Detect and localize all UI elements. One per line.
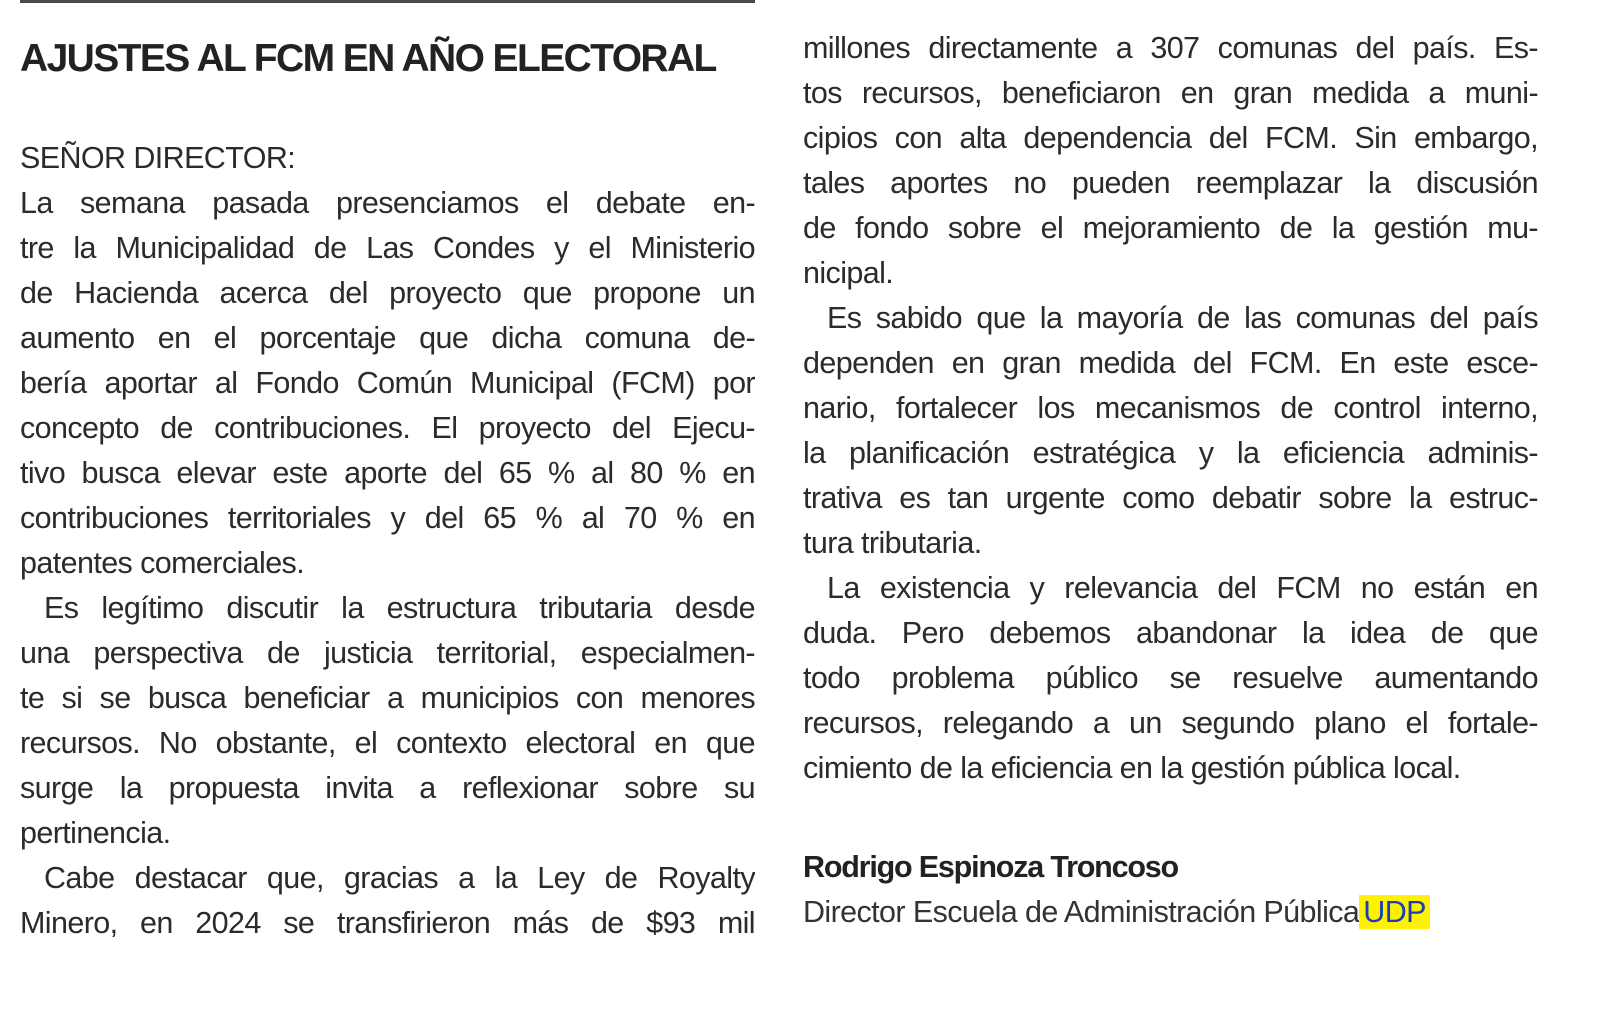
text-line: cimiento de la eficiencia en la gestión pública local. [803, 751, 1461, 785]
text-line: tos recursos, beneficiaron en gran medida a muni- [803, 76, 1538, 110]
text-line: tales aportes no pueden reemplazar la discusión [803, 166, 1538, 200]
salutation: SEÑOR DIRECTOR: [20, 141, 296, 175]
text-line: trativa es tan urgente como debatir sobre la estruc- [803, 481, 1538, 515]
text-line: de fondo sobre el mejoramiento de la gestión mu- [803, 211, 1538, 245]
text-line: de Hacienda acerca del proyecto que propone un [20, 276, 755, 310]
right-column [803, 26, 1538, 791]
text-line: La existencia y relevancia del FCM no están en [827, 571, 1538, 605]
text-line: todo problema público se resuelve aumentando [803, 661, 1538, 695]
left-column [20, 181, 755, 946]
text-line: pertinencia. [20, 816, 171, 850]
paragraph-4 [803, 296, 1538, 566]
signature-block [803, 845, 1563, 935]
highlighted-institution: UDP [1359, 895, 1430, 929]
paragraph-3 [20, 856, 755, 946]
text-line: Minero, en 2024 se transfirieron más de $93 mil [20, 906, 755, 940]
text-line: la planificación estratégica y la eficiencia adminis- [803, 436, 1538, 470]
text-line: contribuciones territoriales y del 65 % al 70 % en [20, 501, 755, 535]
text-line: nicipal. [803, 256, 894, 290]
paragraph-5 [803, 566, 1538, 791]
author-name: Rodrigo Espinoza Troncoso [803, 850, 1178, 884]
author-role [803, 890, 1563, 935]
text-line: duda. Pero debemos abandonar la idea de que [803, 616, 1538, 650]
text-line: bería aportar al Fondo Común Municipal (FCM) por [20, 366, 755, 400]
letter-title: AJUSTES AL FCM EN AÑO ELECTORAL [20, 37, 716, 80]
text-line: cipios con alta dependencia del FCM. Sin embargo, [803, 121, 1538, 155]
text-line: aumento en el porcentaje que dicha comuna de- [20, 321, 755, 355]
text-line: tura tributaria. [803, 526, 982, 560]
text-line: nario, fortalecer los mecanismos de control interno, [803, 391, 1538, 425]
text-line: La semana pasada presenciamos el debate en- [20, 186, 755, 220]
paragraph-1 [20, 181, 755, 586]
text-line: Es legítimo discutir la estructura tributaria desde [44, 591, 755, 625]
text-line: tivo busca elevar este aporte del 65 % al 80 % en [20, 456, 755, 490]
text-line: recursos. No obstante, el contexto electoral en que [20, 726, 755, 760]
text-line: tre la Municipalidad de Las Condes y el Ministerio [20, 231, 755, 265]
paragraph-3-continued [803, 26, 1538, 296]
text-line: una perspectiva de justicia territorial, especialmen- [20, 636, 755, 670]
text-line: Es sabido que la mayoría de las comunas del país [827, 301, 1538, 335]
author-title: Director Escuela de Administración Pública [803, 895, 1360, 929]
text-line: patentes comerciales. [20, 546, 305, 580]
text-line: te si se busca beneficiar a municipios con menores [20, 681, 755, 715]
text-line: millones directamente a 307 comunas del país. Es- [803, 31, 1538, 65]
top-rule [20, 0, 755, 3]
text-line: recursos, relegando a un segundo plano el fortale- [803, 706, 1538, 740]
text-line: dependen en gran medida del FCM. En este esce- [803, 346, 1538, 380]
paragraph-2 [20, 586, 755, 856]
text-line: concepto de contribuciones. El proyecto del Ejecu- [20, 411, 755, 445]
text-line: surge la propuesta invita a reflexionar sobre su [20, 771, 755, 805]
text-line: Cabe destacar que, gracias a la Ley de Royalty [44, 861, 755, 895]
